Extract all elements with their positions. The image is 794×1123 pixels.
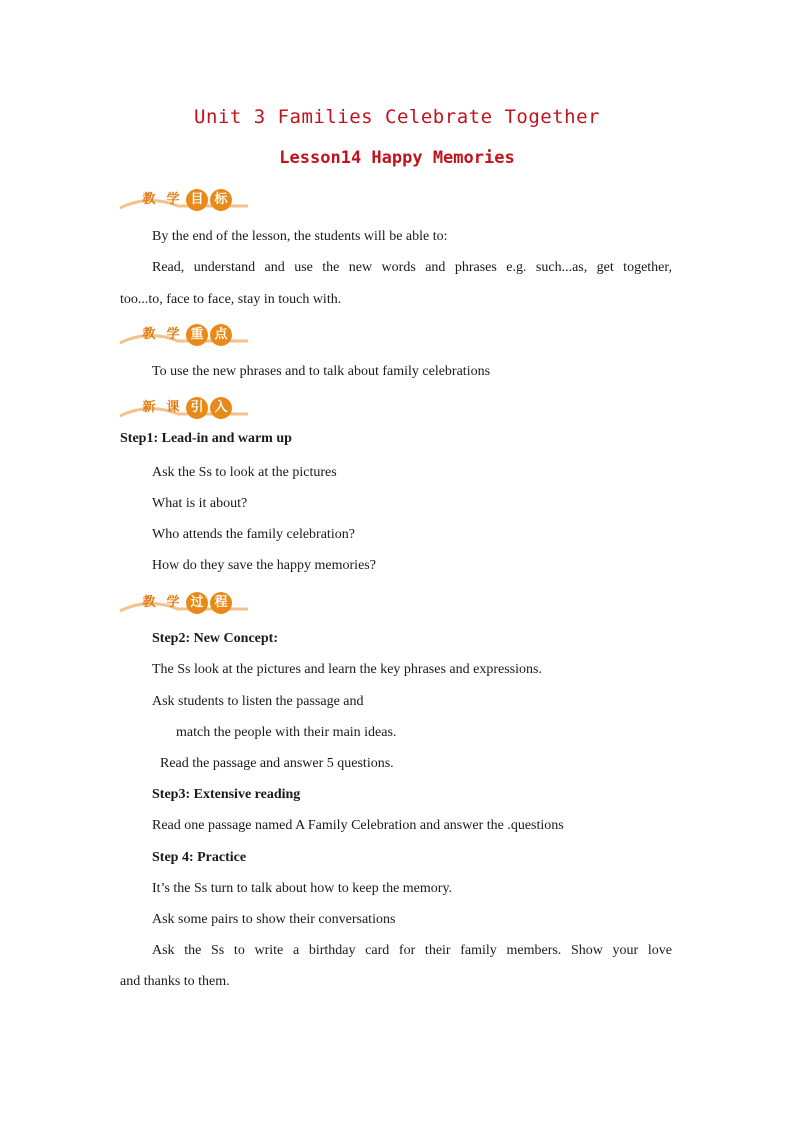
badge-char: 教	[142, 327, 156, 342]
badge-char: 课	[166, 400, 180, 415]
step4-heading: Step 4: Practice	[152, 850, 247, 865]
badge-char: 教	[142, 192, 156, 207]
section-badge-keypoints	[118, 321, 258, 349]
step4-item: and thanks to them.	[120, 974, 230, 989]
step1-heading: Step1: Lead-in and warm up	[120, 431, 292, 446]
badge-char: 学	[166, 192, 180, 207]
section-badge-objectives	[118, 186, 258, 214]
badge-char: 学	[166, 595, 180, 610]
badge-char: 过	[186, 592, 208, 614]
step4-item: It’s the Ss turn to talk about how to keep the memory.	[152, 881, 453, 896]
lesson-subtitle: Lesson14 Happy Memories	[279, 148, 515, 168]
step2-item: Read the passage and answer 5 questions.	[160, 756, 394, 771]
step1-item: Ask the Ss to look at the pictures	[152, 465, 337, 480]
step4-item: Ask the Ss to write a birthday card for their family members. Show your love	[152, 943, 672, 958]
badge-char: 重	[186, 324, 208, 346]
step2-item: Ask students to listen the passage and	[152, 694, 364, 709]
step1-item: Who attends the family celebration?	[152, 527, 355, 542]
step1-item: How do they save the happy memories?	[152, 558, 376, 573]
section-badge-intro	[118, 394, 258, 422]
step2-item: The Ss look at the pictures and learn the key phrases and expressions.	[152, 662, 542, 677]
step1-item: What is it about?	[152, 496, 248, 511]
badge-char: 入	[210, 397, 232, 419]
step2-heading: Step2: New Concept:	[152, 631, 278, 646]
badge-char: 标	[210, 189, 232, 211]
document-title: Unit 3 Families Celebrate Together	[194, 106, 600, 128]
badge-char: 教	[142, 595, 156, 610]
step3-heading: Step3: Extensive reading	[152, 787, 301, 802]
badge-char: 新	[142, 400, 156, 415]
objectives-line-1: By the end of the lesson, the students will be able to:	[152, 229, 448, 244]
badge-char: 学	[166, 327, 180, 342]
badge-char: 引	[186, 397, 208, 419]
section-badge-process	[118, 589, 258, 617]
keypoints-line-1: To use the new phrases and to talk about family celebrations	[152, 364, 491, 379]
step4-item: Ask some pairs to show their conversations	[152, 912, 396, 927]
badge-char: 目	[186, 189, 208, 211]
badge-char: 点	[210, 324, 232, 346]
badge-char: 程	[210, 592, 232, 614]
objectives-line-3: too...to, face to face, stay in touch with.	[120, 292, 342, 307]
objectives-line-2: Read, understand and use the new words and phrases e.g. such...as, get together,	[152, 260, 672, 275]
step3-line: Read one passage named A Family Celebration and answer the .questions	[152, 818, 564, 833]
step2-item: match the people with their main ideas.	[176, 725, 397, 740]
